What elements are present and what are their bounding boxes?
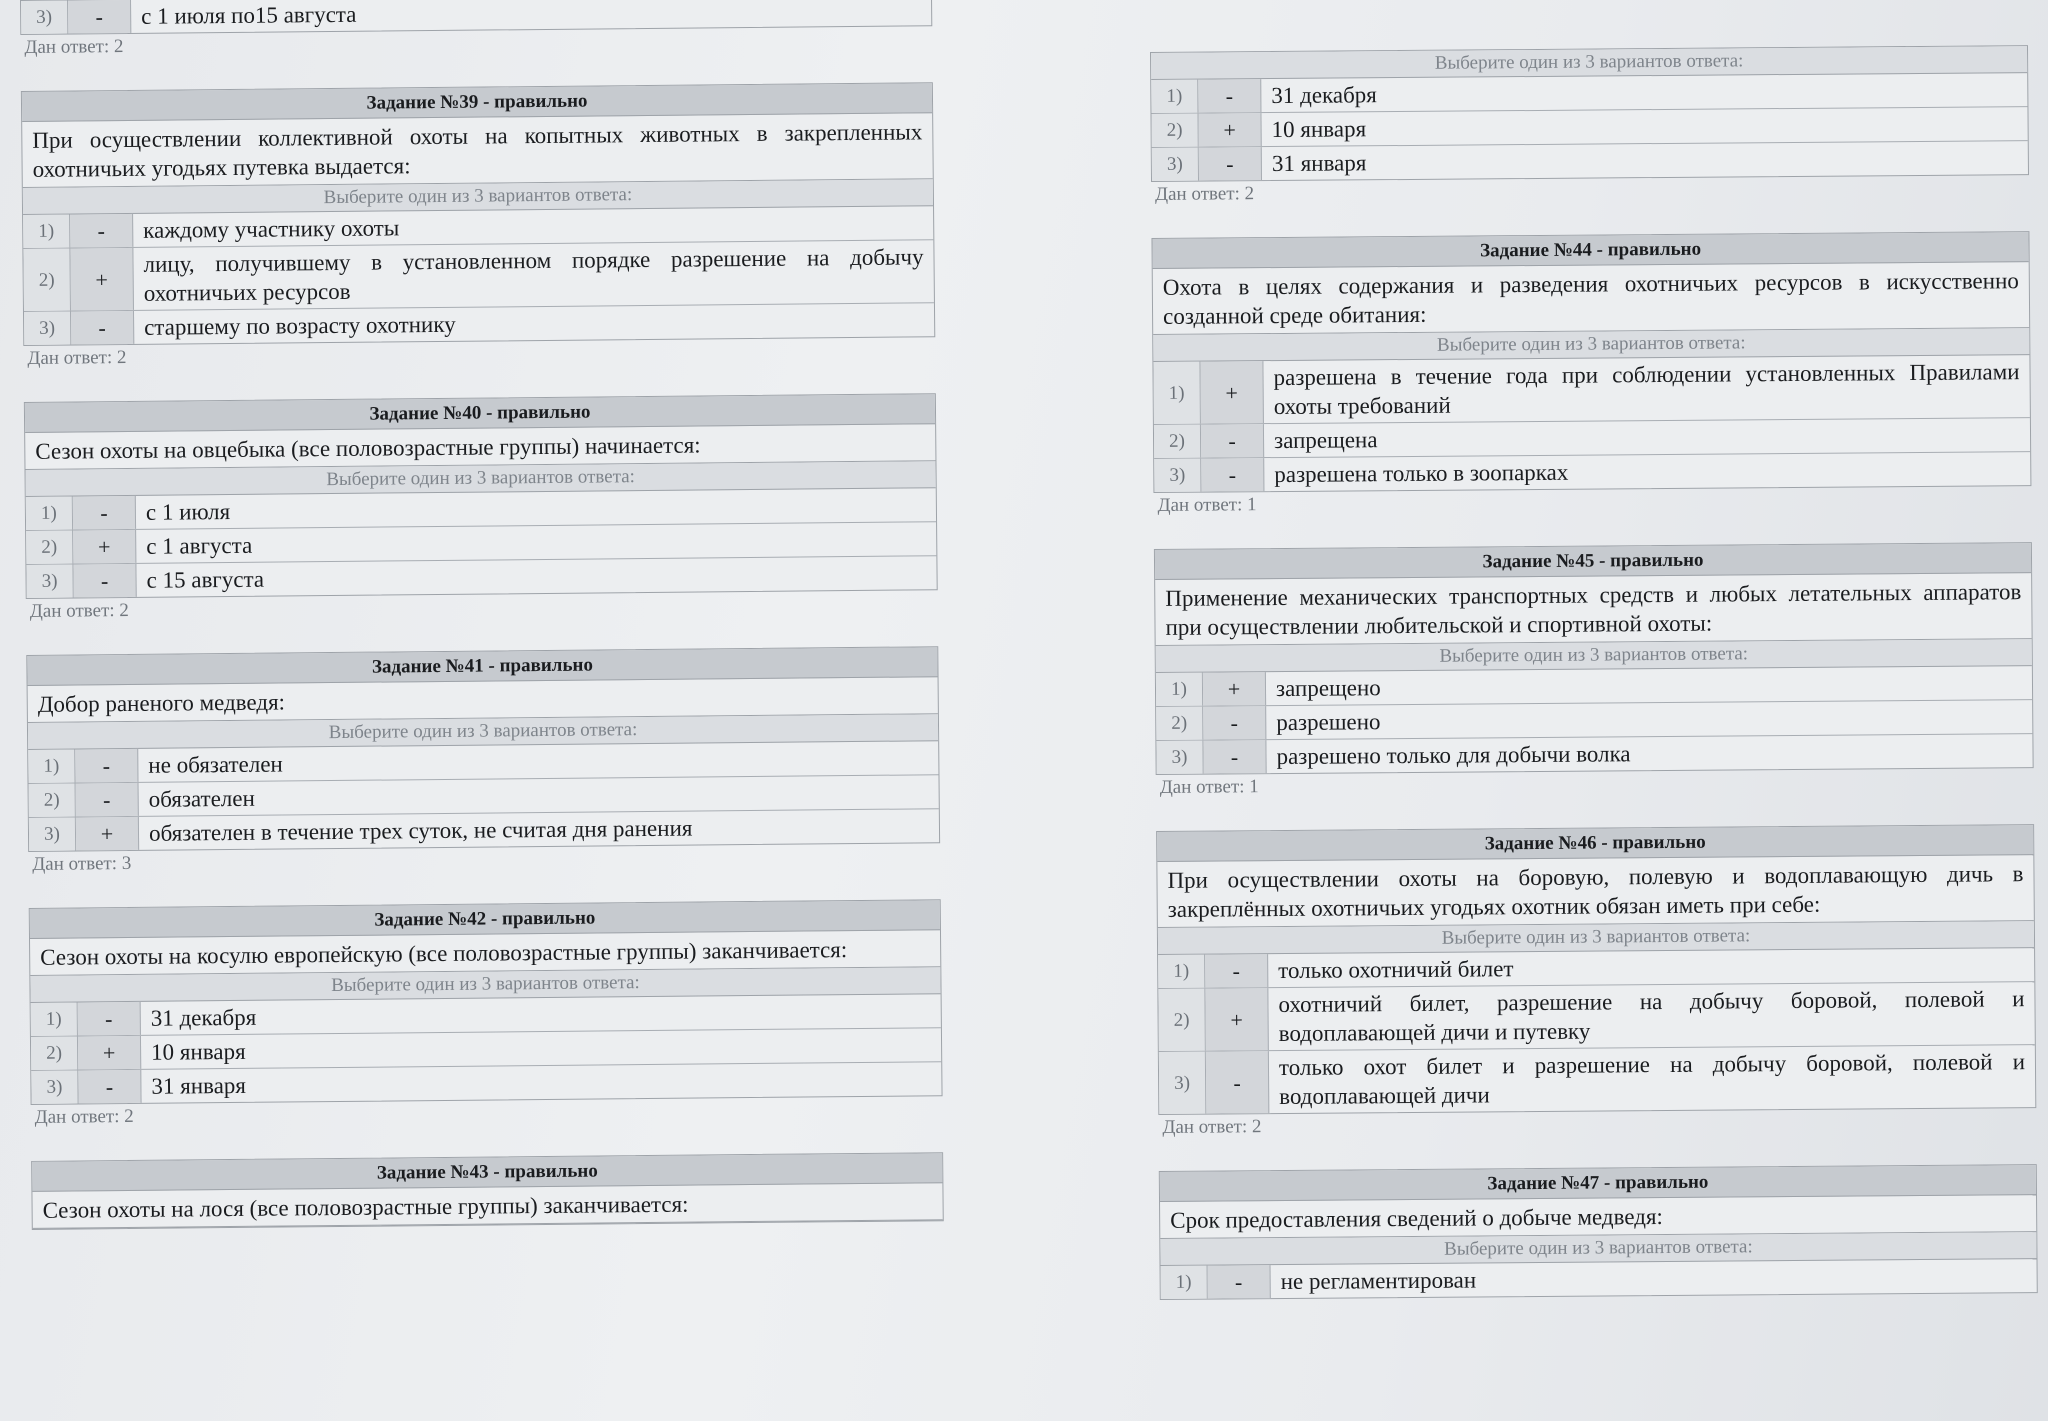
option-row [1152, 141, 2028, 181]
option-row [1159, 1045, 2035, 1114]
option-number: 1) [1151, 80, 1198, 113]
spacer [1160, 1323, 2038, 1356]
task-question: Применение механических транспортных средств и любых летательных аппаратов при осуществлении любительской и спортивной охоты: [1155, 573, 2031, 646]
option-number: 1) [1158, 955, 1205, 988]
option-mark: - [1198, 79, 1261, 112]
option-mark: - [1208, 1265, 1271, 1298]
option-text: разрешена только в зоопарках [1274, 459, 1569, 488]
task-status: - правильно [1599, 1171, 1709, 1194]
option-text: запрещено [1275, 675, 1381, 702]
task-status: - правильно [483, 654, 594, 677]
choose-instruction: Выберите один из 3 вариантов ответа: [1156, 639, 2032, 673]
option-text: 31 января [151, 1072, 247, 1099]
given-answer: Дан ответ: 1 [1159, 776, 1259, 798]
option-mark: + [73, 530, 136, 564]
option-mark: - [73, 564, 136, 598]
option-text: лицу, получившему в установленном порядке разрешение на добычу охотничьих ресурсов [143, 244, 924, 306]
option-number: 1) [31, 1002, 78, 1035]
option-text: 31 декабря [150, 1004, 257, 1031]
option-text: только охот билет и разрешение на добычу боровой, полевой и водоплавающей дичи [1278, 1049, 2026, 1110]
option-mark: + [1203, 672, 1266, 705]
option-text: 10 января [150, 1038, 246, 1065]
option-mark: - [1203, 740, 1266, 773]
option-mark: - [68, 0, 131, 34]
given-answer: Дан ответ: 2 [1162, 1116, 1262, 1138]
task-block [1154, 542, 2034, 775]
option-number: 2) [23, 249, 71, 311]
task-number: Задание №47 [1487, 1172, 1600, 1195]
option-number: 1) [1156, 673, 1203, 706]
option-mark: + [76, 817, 139, 851]
task-status: - правильно [488, 1160, 598, 1183]
option-text: с 15 августа [146, 566, 265, 593]
task-block [1156, 824, 2036, 1115]
option-number: 1) [23, 215, 70, 248]
option-text: разрешена в течение года при соблюдении установленных Правилами охоты требований [1273, 359, 2020, 420]
option-text: охотничий билет, разрешение на добычу боровой, полевой и водоплавающей дичи и путевку [1278, 986, 2025, 1047]
option-text: только охотничий билет [1278, 956, 1514, 984]
option-text: не обязателен [148, 751, 283, 778]
choose-instruction: Выберите один из 3 вариантов ответа: [23, 179, 933, 215]
option-number: 2) [1158, 989, 1205, 1051]
option-mark: - [71, 311, 134, 345]
option-number: 2) [26, 531, 73, 564]
choose-instruction: Выберите один из 3 вариантов ответа: [1158, 921, 2034, 955]
given-answer: Дан ответ: 1 [1157, 494, 1257, 516]
option-row [1154, 452, 2030, 492]
task-number: Задание №40 [369, 402, 482, 425]
option-number: 3) [26, 565, 73, 598]
option-text: старшему по возрасту охотнику [144, 311, 456, 340]
task-question: При осуществлении охоты на боровую, полевую и водоплавающую дичь в закреплённых охотничьих угодьях охотник обязан иметь при себе: [1157, 855, 2033, 928]
option-text: 10 января [1271, 116, 1367, 143]
option-text: обязателен [148, 785, 255, 812]
option-number: 2) [1156, 707, 1203, 740]
task-status: - правильно [1596, 831, 1706, 854]
task-status: - правильно [1591, 238, 1702, 261]
given-answer: Дан ответ: 2 [24, 36, 124, 58]
option-mark: + [70, 248, 134, 311]
option-number: 3) [24, 312, 71, 345]
option-text: запрещена [1273, 427, 1378, 454]
option-mark: - [73, 496, 136, 530]
task-question: Сезон охоты на овцебыка (все половозрастные группы) начинается: [25, 424, 935, 470]
option-number: 1) [26, 497, 73, 530]
option-number: 2) [31, 1036, 78, 1069]
option-text: с 1 июля по15 августа [141, 1, 357, 29]
option-mark: - [1201, 458, 1264, 491]
task-block [29, 899, 943, 1105]
task-block [1151, 231, 2031, 493]
task-number: Задание №44 [1479, 239, 1592, 262]
task-status: - правильно [1594, 549, 1704, 572]
given-answer: Дан ответ: 2 [27, 346, 127, 369]
option-mark: - [76, 783, 139, 817]
option-mark: - [1206, 1051, 1269, 1113]
option-mark: + [78, 1036, 141, 1070]
option-number: 3) [29, 818, 76, 851]
task-question: Добор раненого медведя: [28, 677, 938, 723]
option-text: каждому участнику охоты [143, 215, 400, 243]
option-text: разрешено [1276, 709, 1381, 736]
task-block [21, 82, 935, 346]
option-number: 3) [31, 1070, 78, 1103]
option-text: 31 декабря [1271, 82, 1377, 109]
option-text: не регламентирован [1280, 1267, 1477, 1295]
choose-instruction: Выберите один из 3 вариантов ответа: [1153, 328, 2029, 362]
option-number: 2) [29, 784, 76, 817]
right-column [1150, 45, 2038, 1356]
choose-instruction: Выберите один из 3 вариантов ответа: [26, 461, 936, 497]
task-question: Сезон охоты на лося (все половозрастные группы) заканчивается: [32, 1183, 942, 1229]
choose-instruction: Выберите один из 3 вариантов ответа: [1160, 1232, 2036, 1266]
option-mark: - [78, 1070, 141, 1104]
task-status: - правильно [486, 907, 596, 930]
option-row [1158, 982, 2034, 1052]
task-status: - правильно [481, 401, 591, 424]
task-number: Задание №42 [374, 908, 487, 931]
task-number: Задание №39 [366, 91, 479, 114]
option-mark: + [1200, 361, 1263, 423]
option-row [1161, 1259, 2037, 1299]
task-question: Срок предоставления сведений о добыче медведя: [1160, 1195, 2036, 1239]
task-question: Сезон охоты на косулю европейскую (все половозрастные группы) заканчивается: [30, 930, 940, 976]
option-mark: - [70, 214, 133, 248]
left-column [20, 0, 944, 1286]
task-status: - правильно [478, 90, 588, 113]
option-number: 3) [1154, 459, 1201, 492]
option-mark: + [1198, 113, 1261, 146]
option-text: с 1 августа [146, 532, 253, 559]
option-row [23, 240, 934, 312]
given-answer: Дан ответ: 2 [1155, 183, 1255, 205]
option-mark: - [1203, 706, 1266, 739]
option-number: 1) [28, 750, 75, 783]
choose-instruction: Выберите один из 3 вариантов ответа: [30, 967, 940, 1003]
option-number: 3) [21, 1, 68, 34]
task-number: Задание №45 [1482, 550, 1595, 573]
option-mark: - [1205, 954, 1268, 987]
option-number: 2) [1154, 425, 1201, 458]
option-number: 2) [1151, 114, 1198, 147]
task-block [24, 393, 938, 599]
option-number: 3) [1159, 1052, 1206, 1114]
task-number: Задание №41 [371, 655, 484, 678]
task-block [1159, 1164, 2038, 1300]
task-question: Охота в целях содержания и разведения охотничьих ресурсов в искусственно созданной среде обитания: [1153, 262, 2029, 335]
given-answer: Дан ответ: 3 [32, 852, 132, 875]
task-question: При осуществлении коллективной охоты на копытных животных в закрепленных охотничьих угодьях путевка выдается: [22, 113, 933, 188]
option-text: 31 января [1271, 150, 1367, 177]
option-mark: - [75, 749, 138, 783]
task-block [1150, 45, 2029, 182]
option-number: 3) [1156, 741, 1203, 774]
given-answer: Дан ответ: 2 [29, 599, 129, 622]
option-mark: + [1205, 988, 1268, 1050]
option-number: 3) [1152, 148, 1199, 181]
task-block [26, 646, 940, 852]
option-number: 1) [1153, 362, 1200, 424]
task-number: Задание №43 [376, 1161, 489, 1184]
choose-instruction: Выберите один из 3 вариантов ответа: [28, 714, 938, 750]
option-mark: - [78, 1002, 141, 1036]
option-text: обязателен в течение трех суток, не считая дня ранения [148, 815, 693, 846]
given-answer: Дан ответ: 2 [34, 1105, 134, 1128]
task-number: Задание №46 [1484, 832, 1597, 855]
option-mark: - [1201, 424, 1264, 457]
option-text: с 1 июля [145, 499, 231, 525]
option-row [1156, 734, 2032, 774]
option-row [1153, 355, 2029, 425]
task-block [31, 1152, 944, 1230]
option-mark: - [1199, 147, 1262, 180]
option-number: 1) [1161, 1266, 1208, 1299]
option-text: разрешено только для добычи волка [1276, 741, 1631, 770]
choose-instruction: Выберите один из 3 вариантов ответа: [1151, 46, 2027, 80]
